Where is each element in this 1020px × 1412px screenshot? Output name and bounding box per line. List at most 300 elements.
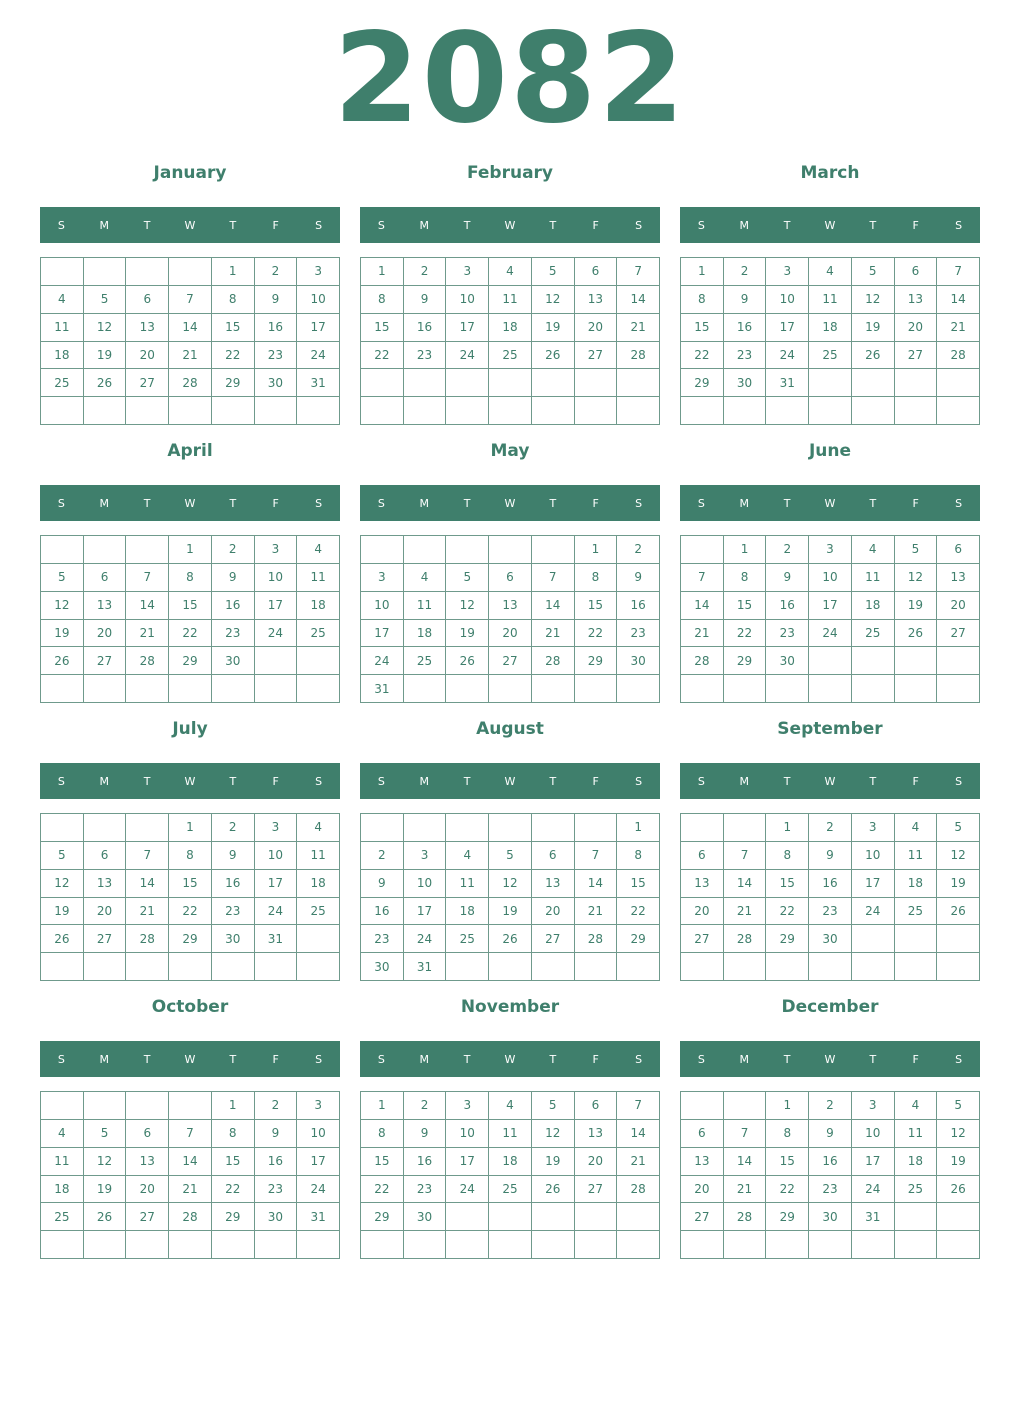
empty-day-cell [532, 953, 575, 981]
day-cell: 24 [809, 620, 852, 648]
day-cell: 2 [617, 536, 660, 564]
empty-day-cell [84, 675, 127, 703]
day-cell: 21 [617, 1148, 660, 1176]
weekday-label: F [592, 496, 599, 510]
empty-day-cell [212, 953, 255, 981]
empty-day-cell [532, 675, 575, 703]
weekday-header [360, 485, 660, 521]
day-cell: 19 [532, 314, 575, 342]
month-july [40, 711, 340, 989]
empty-day-cell [84, 536, 127, 564]
weekday-label: F [592, 218, 599, 232]
day-cell: 4 [41, 1120, 84, 1148]
day-cell: 7 [617, 1092, 660, 1120]
empty-day-cell [446, 814, 489, 842]
weekday-label: W [824, 774, 836, 788]
day-cell: 6 [895, 258, 938, 286]
month-name: February [466, 163, 554, 183]
day-cell: 27 [84, 925, 127, 953]
day-cell: 10 [809, 564, 852, 592]
empty-day-cell [809, 647, 852, 675]
day-cell: 11 [489, 286, 532, 314]
weekday-label: S [315, 218, 323, 232]
weekday-label: W [504, 774, 516, 788]
empty-day-cell [809, 953, 852, 981]
weekday-label: T [463, 496, 471, 510]
day-grid [360, 535, 660, 703]
empty-day-cell [212, 397, 255, 425]
day-cell: 29 [681, 369, 724, 397]
day-grid [40, 257, 340, 425]
weekday-label: T [463, 1052, 471, 1066]
month-march [680, 155, 980, 433]
day-cell: 17 [446, 1148, 489, 1176]
weekday-label: S [955, 774, 963, 788]
empty-day-cell [212, 1231, 255, 1259]
day-cell: 17 [297, 314, 340, 342]
day-cell: 15 [169, 870, 212, 898]
empty-day-cell [895, 647, 938, 675]
month-name: January [153, 163, 227, 183]
day-cell: 23 [404, 342, 447, 370]
day-cell: 22 [617, 898, 660, 926]
empty-day-cell [575, 1231, 618, 1259]
day-cell: 25 [446, 925, 489, 953]
empty-day-cell [937, 1203, 980, 1231]
empty-day-cell [126, 675, 169, 703]
empty-day-cell [446, 536, 489, 564]
day-cell: 12 [852, 286, 895, 314]
empty-day-cell [126, 1092, 169, 1120]
weekday-label: T [869, 1052, 877, 1066]
day-cell: 20 [937, 592, 980, 620]
empty-day-cell [255, 953, 298, 981]
day-cell: 26 [532, 1176, 575, 1204]
empty-day-cell [617, 369, 660, 397]
weekday-label: F [272, 218, 279, 232]
day-cell: 28 [617, 342, 660, 370]
day-cell: 28 [532, 647, 575, 675]
empty-day-cell [809, 397, 852, 425]
empty-day-cell [489, 953, 532, 981]
empty-day-cell [852, 925, 895, 953]
weekday-label: S [635, 218, 643, 232]
day-cell: 31 [766, 369, 809, 397]
day-cell: 8 [212, 1120, 255, 1148]
weekday-label: S [57, 496, 65, 510]
day-cell: 14 [617, 1120, 660, 1148]
month-name: July [172, 719, 208, 739]
day-cell: 16 [404, 1148, 447, 1176]
day-cell: 8 [681, 286, 724, 314]
day-cell: 16 [255, 1148, 298, 1176]
day-cell: 9 [766, 564, 809, 592]
empty-day-cell [532, 397, 575, 425]
weekday-label: W [504, 496, 516, 510]
day-cell: 13 [681, 1148, 724, 1176]
empty-day-cell [532, 814, 575, 842]
empty-day-cell [404, 536, 447, 564]
day-cell: 23 [404, 1176, 447, 1204]
day-cell: 6 [126, 286, 169, 314]
day-cell: 29 [212, 369, 255, 397]
empty-day-cell [446, 397, 489, 425]
empty-day-cell [41, 258, 84, 286]
weekday-label: M [739, 1052, 750, 1066]
weekday-label: W [504, 218, 516, 232]
day-cell: 12 [895, 564, 938, 592]
day-cell: 6 [681, 842, 724, 870]
day-cell: 13 [681, 870, 724, 898]
empty-day-cell [809, 369, 852, 397]
weekday-label: T [143, 1052, 151, 1066]
weekday-header [40, 763, 340, 799]
weekday-label: M [99, 774, 110, 788]
day-cell: 19 [532, 1148, 575, 1176]
day-cell: 1 [575, 536, 618, 564]
empty-day-cell [169, 1092, 212, 1120]
day-cell: 18 [404, 620, 447, 648]
weekday-header [360, 207, 660, 243]
weekday-label: W [824, 496, 836, 510]
empty-day-cell [489, 536, 532, 564]
empty-day-cell [575, 397, 618, 425]
day-cell: 29 [766, 1203, 809, 1231]
day-cell: 18 [895, 870, 938, 898]
month-april [40, 433, 340, 711]
day-cell: 28 [724, 1203, 767, 1231]
month-name: December [781, 997, 879, 1017]
day-cell: 3 [297, 1092, 340, 1120]
weekday-label: M [99, 496, 110, 510]
day-cell: 15 [766, 1148, 809, 1176]
day-cell: 5 [852, 258, 895, 286]
day-cell: 7 [126, 842, 169, 870]
day-cell: 3 [852, 1092, 895, 1120]
weekday-label: S [635, 1052, 643, 1066]
day-cell: 16 [212, 870, 255, 898]
day-cell: 1 [212, 1092, 255, 1120]
empty-day-cell [575, 369, 618, 397]
weekday-header [680, 207, 980, 243]
weekday-header [40, 207, 340, 243]
day-cell: 10 [852, 1120, 895, 1148]
empty-day-cell [895, 369, 938, 397]
empty-day-cell [84, 953, 127, 981]
day-cell: 16 [809, 1148, 852, 1176]
day-cell: 4 [895, 814, 938, 842]
day-grid [360, 1091, 660, 1259]
empty-day-cell [852, 953, 895, 981]
day-cell: 4 [852, 536, 895, 564]
day-cell: 1 [766, 814, 809, 842]
day-cell: 29 [766, 925, 809, 953]
empty-day-cell [361, 814, 404, 842]
day-cell: 3 [255, 814, 298, 842]
day-cell: 13 [895, 286, 938, 314]
weekday-label: T [869, 774, 877, 788]
empty-day-cell [937, 1231, 980, 1259]
day-cell: 9 [255, 286, 298, 314]
day-cell: 10 [255, 564, 298, 592]
empty-day-cell [681, 814, 724, 842]
empty-day-cell [361, 536, 404, 564]
weekday-label: S [377, 1052, 385, 1066]
day-cell: 30 [809, 925, 852, 953]
empty-day-cell [617, 953, 660, 981]
day-cell: 9 [724, 286, 767, 314]
weekday-label: M [99, 218, 110, 232]
day-cell: 20 [895, 314, 938, 342]
empty-day-cell [41, 1092, 84, 1120]
day-cell: 14 [681, 592, 724, 620]
empty-day-cell [895, 397, 938, 425]
day-cell: 7 [724, 1120, 767, 1148]
weekday-label: S [697, 774, 705, 788]
day-cell: 14 [126, 870, 169, 898]
empty-day-cell [852, 369, 895, 397]
day-cell: 14 [724, 1148, 767, 1176]
empty-day-cell [766, 1231, 809, 1259]
day-cell: 26 [84, 369, 127, 397]
empty-day-cell [937, 369, 980, 397]
weekday-label: M [99, 1052, 110, 1066]
empty-day-cell [41, 953, 84, 981]
weekday-label: T [229, 218, 237, 232]
day-cell: 2 [404, 258, 447, 286]
day-cell: 23 [212, 620, 255, 648]
year-title: 2082 [333, 7, 687, 151]
empty-day-cell [852, 647, 895, 675]
empty-day-cell [169, 397, 212, 425]
day-cell: 9 [212, 564, 255, 592]
day-cell: 25 [41, 1203, 84, 1231]
day-cell: 22 [212, 1176, 255, 1204]
day-cell: 10 [446, 286, 489, 314]
weekday-label: S [315, 496, 323, 510]
day-cell: 15 [766, 870, 809, 898]
empty-day-cell [937, 647, 980, 675]
empty-day-cell [681, 953, 724, 981]
day-cell: 27 [532, 925, 575, 953]
day-cell: 17 [255, 592, 298, 620]
weekday-label: F [912, 496, 919, 510]
day-cell: 1 [169, 536, 212, 564]
month-february [360, 155, 660, 433]
day-cell: 27 [895, 342, 938, 370]
day-cell: 21 [681, 620, 724, 648]
day-cell: 6 [575, 1092, 618, 1120]
day-cell: 29 [617, 925, 660, 953]
day-cell: 15 [212, 1148, 255, 1176]
month-may [360, 433, 660, 711]
month-january [40, 155, 340, 433]
weekday-label: F [912, 774, 919, 788]
weekday-label: T [783, 774, 791, 788]
day-cell: 7 [681, 564, 724, 592]
empty-day-cell [297, 675, 340, 703]
day-cell: 9 [361, 870, 404, 898]
day-cell: 11 [404, 592, 447, 620]
day-cell: 25 [895, 898, 938, 926]
day-cell: 25 [489, 1176, 532, 1204]
day-cell: 3 [766, 258, 809, 286]
day-cell: 1 [169, 814, 212, 842]
empty-day-cell [617, 1203, 660, 1231]
day-cell: 17 [361, 620, 404, 648]
day-cell: 7 [532, 564, 575, 592]
day-cell: 24 [852, 898, 895, 926]
day-cell: 3 [404, 842, 447, 870]
day-cell: 24 [404, 925, 447, 953]
weekday-label: S [697, 218, 705, 232]
weekday-label: W [184, 218, 196, 232]
day-cell: 21 [724, 898, 767, 926]
month-name: August [476, 719, 544, 739]
day-cell: 11 [489, 1120, 532, 1148]
empty-day-cell [617, 1231, 660, 1259]
weekday-label: F [272, 1052, 279, 1066]
empty-day-cell [126, 536, 169, 564]
day-cell: 16 [361, 898, 404, 926]
empty-day-cell [126, 1231, 169, 1259]
month-name: November [460, 997, 560, 1017]
day-cell: 9 [809, 1120, 852, 1148]
day-cell: 6 [489, 564, 532, 592]
day-cell: 28 [724, 925, 767, 953]
day-cell: 27 [84, 647, 127, 675]
day-cell: 5 [895, 536, 938, 564]
day-cell: 20 [84, 620, 127, 648]
day-cell: 24 [446, 342, 489, 370]
day-cell: 13 [575, 1120, 618, 1148]
weekday-label: M [419, 218, 430, 232]
day-cell: 5 [84, 1120, 127, 1148]
day-cell: 20 [532, 898, 575, 926]
day-cell: 25 [489, 342, 532, 370]
day-cell: 30 [361, 953, 404, 981]
empty-day-cell [255, 397, 298, 425]
day-cell: 7 [724, 842, 767, 870]
day-cell: 1 [617, 814, 660, 842]
day-cell: 26 [532, 342, 575, 370]
day-cell: 29 [169, 647, 212, 675]
day-cell: 31 [361, 675, 404, 703]
day-cell: 7 [169, 1120, 212, 1148]
day-cell: 29 [724, 647, 767, 675]
day-cell: 23 [361, 925, 404, 953]
day-cell: 2 [255, 258, 298, 286]
day-cell: 18 [895, 1148, 938, 1176]
day-cell: 11 [809, 286, 852, 314]
empty-day-cell [255, 1231, 298, 1259]
day-cell: 4 [489, 1092, 532, 1120]
month-august [360, 711, 660, 989]
day-cell: 17 [297, 1148, 340, 1176]
day-cell: 22 [169, 898, 212, 926]
empty-day-cell [532, 369, 575, 397]
day-cell: 14 [724, 870, 767, 898]
day-cell: 19 [84, 342, 127, 370]
empty-day-cell [532, 536, 575, 564]
empty-day-cell [404, 814, 447, 842]
day-cell: 9 [404, 1120, 447, 1148]
day-cell: 19 [41, 898, 84, 926]
day-cell: 25 [852, 620, 895, 648]
day-cell: 9 [404, 286, 447, 314]
day-cell: 8 [361, 286, 404, 314]
day-cell: 12 [532, 286, 575, 314]
day-cell: 14 [126, 592, 169, 620]
day-cell: 17 [255, 870, 298, 898]
day-cell: 3 [255, 536, 298, 564]
day-cell: 29 [361, 1203, 404, 1231]
weekday-label: S [955, 218, 963, 232]
day-cell: 14 [532, 592, 575, 620]
day-cell: 25 [404, 647, 447, 675]
day-cell: 1 [212, 258, 255, 286]
empty-day-cell [126, 814, 169, 842]
empty-day-cell [41, 397, 84, 425]
weekday-label: T [549, 496, 557, 510]
day-cell: 16 [255, 314, 298, 342]
weekday-label: M [419, 1052, 430, 1066]
weekday-label: S [315, 774, 323, 788]
day-cell: 13 [126, 314, 169, 342]
empty-day-cell [575, 953, 618, 981]
day-cell: 23 [617, 620, 660, 648]
day-cell: 5 [41, 564, 84, 592]
day-cell: 31 [852, 1203, 895, 1231]
day-cell: 26 [852, 342, 895, 370]
weekday-label: F [272, 774, 279, 788]
empty-day-cell [937, 925, 980, 953]
empty-day-cell [724, 814, 767, 842]
empty-day-cell [724, 1231, 767, 1259]
day-cell: 11 [895, 1120, 938, 1148]
day-cell: 12 [84, 1148, 127, 1176]
empty-day-cell [937, 953, 980, 981]
weekday-label: T [229, 496, 237, 510]
empty-day-cell [895, 675, 938, 703]
day-cell: 26 [41, 647, 84, 675]
day-cell: 12 [532, 1120, 575, 1148]
empty-day-cell [489, 675, 532, 703]
day-cell: 4 [489, 258, 532, 286]
day-cell: 19 [937, 1148, 980, 1176]
empty-day-cell [41, 536, 84, 564]
day-cell: 7 [126, 564, 169, 592]
month-name: May [490, 441, 530, 461]
weekday-label: T [783, 1052, 791, 1066]
day-cell: 22 [681, 342, 724, 370]
empty-day-cell [766, 397, 809, 425]
day-cell: 10 [255, 842, 298, 870]
day-cell: 24 [446, 1176, 489, 1204]
day-cell: 10 [766, 286, 809, 314]
day-cell: 20 [84, 898, 127, 926]
day-cell: 14 [937, 286, 980, 314]
month-june [680, 433, 980, 711]
day-cell: 30 [404, 1203, 447, 1231]
day-cell: 10 [852, 842, 895, 870]
empty-day-cell [766, 953, 809, 981]
weekday-label: F [592, 774, 599, 788]
empty-day-cell [681, 1231, 724, 1259]
day-cell: 22 [169, 620, 212, 648]
day-cell: 6 [532, 842, 575, 870]
day-cell: 1 [361, 258, 404, 286]
